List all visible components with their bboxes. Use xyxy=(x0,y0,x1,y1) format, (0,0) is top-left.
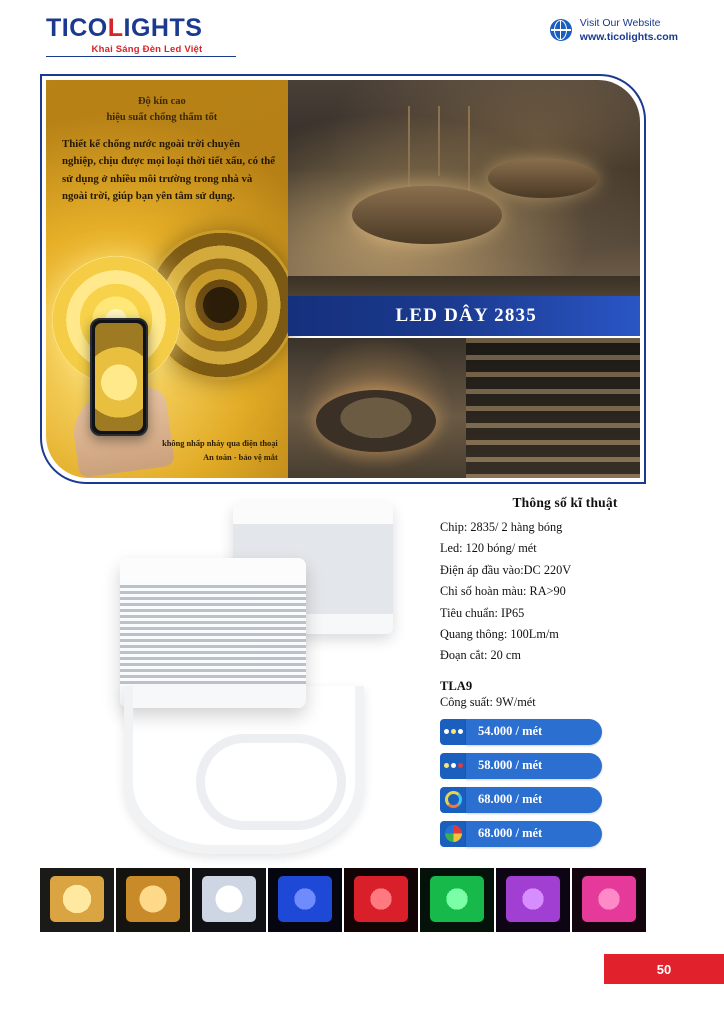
spec-led: Led: 120 bóng/ mét xyxy=(440,541,537,556)
spec-luminous-flux: Quang thông: 100Lm/m xyxy=(440,626,559,641)
led-strip-loop xyxy=(196,734,346,830)
product-title: LED DÂY 2835 xyxy=(395,305,537,326)
page-header xyxy=(0,0,724,66)
website-block[interactable] xyxy=(550,16,678,44)
model-code: TLA9 xyxy=(440,678,473,693)
promo-headline xyxy=(46,94,278,126)
thumb-green[interactable] xyxy=(420,868,494,932)
promo-foot-line2: An toàn - bảo vệ mắt xyxy=(203,452,278,462)
power-rating: Công suất: 9W/mét xyxy=(440,694,536,709)
spec-chip: Chip: 2835/ 2 hàng bóng xyxy=(440,520,563,534)
feature-panel xyxy=(40,74,646,484)
specifications-block xyxy=(440,495,690,855)
promo-footnote xyxy=(162,437,278,464)
price-label: 54.000 / mét xyxy=(478,724,543,739)
page-number: 50 xyxy=(656,961,672,977)
brand-ights: IGHTS xyxy=(123,14,203,42)
thumb-blue[interactable] xyxy=(268,868,342,932)
price-row[interactable] xyxy=(440,821,602,847)
color-ring-icon xyxy=(440,787,466,813)
thumb-purple[interactable] xyxy=(496,868,570,932)
two-color-dots-icon xyxy=(440,753,466,779)
price-pill[interactable] xyxy=(466,753,602,779)
visit-website-label: Visit Our Website xyxy=(579,17,661,29)
stairs-photo xyxy=(466,338,640,478)
brand-tagline: Khai Sáng Đèn Led Việt xyxy=(91,44,203,55)
brand-wordmark xyxy=(46,16,202,41)
spec-cri: Chỉ số hoàn màu: RA>90 xyxy=(440,584,566,599)
product-reel-illustration xyxy=(100,496,430,856)
price-row[interactable] xyxy=(440,787,602,813)
price-label: 68.000 / mét xyxy=(478,792,543,807)
thumb-pink[interactable] xyxy=(572,868,646,932)
spec-cut-length: Đoạn cắt: 20 cm xyxy=(440,648,521,663)
brand-l: L xyxy=(107,14,124,42)
brand-tico: TICO xyxy=(46,14,108,42)
globe-icon xyxy=(550,19,572,41)
three-dots-icon xyxy=(440,719,466,745)
brand-logo xyxy=(46,16,202,55)
price-list xyxy=(440,719,690,847)
logo-divider xyxy=(46,56,236,57)
rgb-pie-icon xyxy=(440,821,466,847)
promo-headline-line2: hiệu suất chống thấm tốt xyxy=(106,111,218,123)
thumb-cool-white[interactable] xyxy=(192,868,266,932)
thumb-warm-white[interactable] xyxy=(40,868,114,932)
price-pill[interactable] xyxy=(466,719,602,745)
thumb-red[interactable] xyxy=(344,868,418,932)
price-row[interactable] xyxy=(440,753,602,779)
color-variant-thumbnails xyxy=(40,868,646,932)
page-number-badge xyxy=(604,954,724,984)
price-row[interactable] xyxy=(440,719,602,745)
phone-mockup xyxy=(90,318,148,436)
thumb-warm-yellow[interactable] xyxy=(116,868,190,932)
promo-foot-line1: không nhấp nháy qua điện thoại xyxy=(162,439,278,449)
website-url[interactable]: www.ticolights.com xyxy=(579,31,678,44)
spec-voltage: Điện áp đầu vào:DC 220V xyxy=(440,562,572,577)
promo-headline-line1: Độ kín cao xyxy=(137,96,186,107)
promo-body-text: Thiết kế chống nước ngoài trời chuyên nghiệp, chịu được mọi loại thời tiết xấu, có thể sử dụng ở nhiều môi trường trong nhà và ngoài trời, giúp bạn yên tâm sử dụng. xyxy=(62,138,276,203)
outdoor-garden-photo xyxy=(288,80,640,276)
price-pill[interactable] xyxy=(466,787,602,813)
price-pill[interactable] xyxy=(466,821,602,847)
firepit-photo xyxy=(288,338,466,478)
spec-standard: Tiêu chuẩn: IP65 xyxy=(440,605,525,620)
bottom-photo-row xyxy=(288,338,640,478)
product-title-banner xyxy=(288,296,640,336)
price-label: 58.000 / mét xyxy=(478,758,543,773)
price-label: 68.000 / mét xyxy=(478,826,543,841)
photo-column xyxy=(288,80,640,478)
waterproof-promo xyxy=(46,80,288,478)
specs-title: Thông số kĩ thuật xyxy=(512,495,618,510)
